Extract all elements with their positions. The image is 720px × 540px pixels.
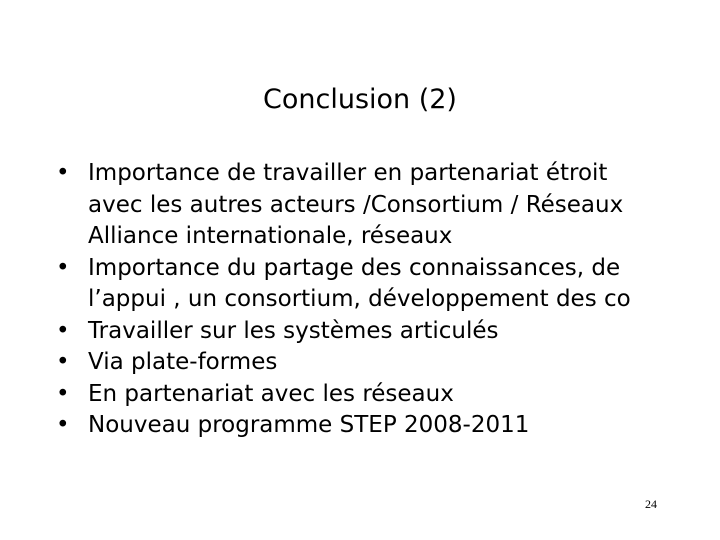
bullet-item [56, 347, 706, 379]
bullet-line: Alliance internationale, réseaux [88, 223, 453, 249]
bullet-line: En partenariat avec les réseaux [88, 380, 454, 407]
bullet-dot-icon: • [56, 380, 70, 407]
bullet-line: Travailler sur les systèmes articulés [88, 317, 499, 344]
page-number: 24 [645, 497, 657, 511]
bullet-dot-icon: • [56, 412, 70, 438]
bullet-line: Nouveau programme STEP 2008-2011 [88, 412, 530, 438]
bullet-line: l’appui , un consortium, développement des co [88, 286, 631, 312]
bullet-line: Importance de travailler en partenariat étroit [88, 160, 608, 186]
bullet-dot-icon: • [56, 254, 70, 281]
slide-title: Conclusion (2) [263, 84, 457, 115]
bullet-line: avec les autres acteurs /Consortium / Réseaux [88, 191, 624, 218]
bullet-dot-icon: • [56, 317, 70, 344]
bullet-line: Via plate-formes [88, 349, 278, 375]
bullet-line: Importance du partage des connaissances, de [88, 254, 621, 281]
bullet-dot-icon: • [56, 349, 70, 375]
bullet-item [56, 253, 706, 316]
bullet-item [56, 410, 706, 442]
bullet-list [56, 158, 706, 442]
bullet-item [56, 158, 706, 253]
bullet-dot-icon: • [56, 160, 70, 186]
bullet-item [56, 379, 706, 411]
bullet-item [56, 316, 706, 348]
